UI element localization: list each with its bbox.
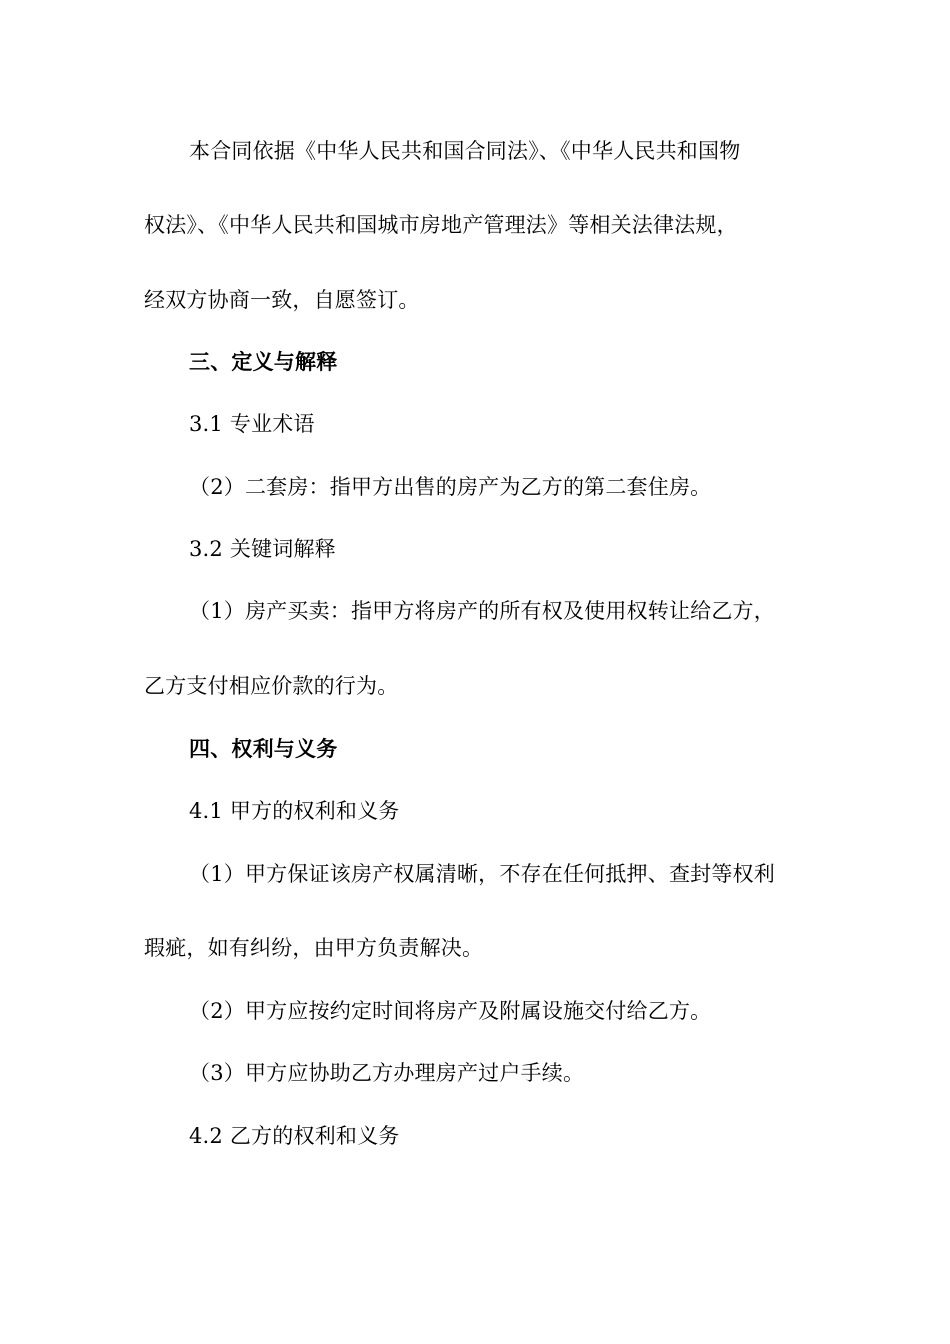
section-4-1-item-2: （2）甲方应按约定时间将房产及附属设施交付给乙方。 bbox=[189, 999, 712, 1023]
section-4-1-title: 4.1 甲方的权利和义务 bbox=[189, 799, 400, 823]
intro-line-2: 权法》、《中华人民共和国城市房地产管理法》等相关法律法规， bbox=[144, 213, 738, 237]
section-3-2-item-1-line-1: （1）房产买卖：指甲方将房产的所有权及使用权转让给乙方， bbox=[189, 599, 775, 623]
intro-line-3: 经双方协商一致，自愿签订。 bbox=[144, 288, 420, 312]
section-3-heading: 三、定义与解释 bbox=[189, 349, 338, 374]
section-4-1-item-3: （3）甲方应协助乙方办理房产过户手续。 bbox=[189, 1061, 585, 1085]
section-3-1-item-2: （2）二套房：指甲方出售的房产为乙方的第二套住房。 bbox=[189, 475, 712, 499]
section-3-1-title: 3.1 专业术语 bbox=[189, 412, 315, 436]
section-4-1-item-1-line-2: 瑕疵，如有纠纷，由甲方负责解决。 bbox=[144, 936, 484, 960]
section-4-1-item-1-line-1: （1）甲方保证该房产权属清晰，不存在任何抵押、查封等权利 bbox=[189, 862, 775, 886]
section-3-2-item-1-line-2: 乙方支付相应价款的行为。 bbox=[144, 674, 399, 698]
section-4-2-title: 4.2 乙方的权利和义务 bbox=[189, 1124, 400, 1148]
section-3-2-title: 3.2 关键词解释 bbox=[189, 537, 336, 561]
section-4-heading: 四、权利与义务 bbox=[189, 736, 338, 761]
intro-line-1: 本合同依据《中华人民共和国合同法》、《中华人民共和国物 bbox=[189, 139, 741, 163]
